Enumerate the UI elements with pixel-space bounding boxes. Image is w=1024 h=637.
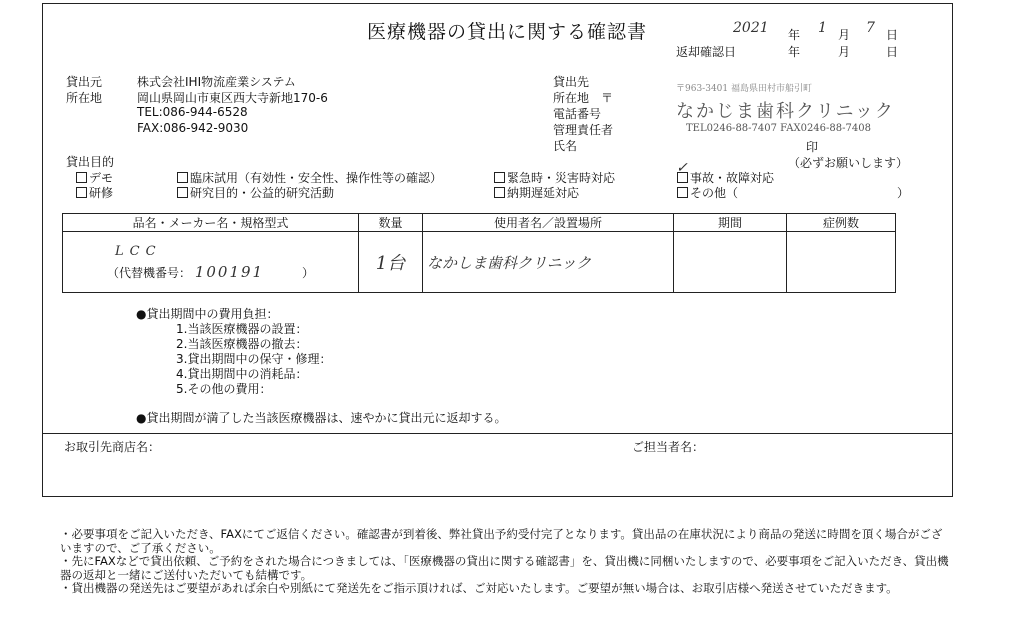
purpose-label: 貸出目的 <box>66 155 115 169</box>
lender-label: 貸出元 <box>66 75 103 89</box>
return-note: ●貸出期間が満了した当該医療機器は、速やかに貸出元に返却する。 <box>136 411 507 425</box>
cost-item-1: 1.当該医療機器の設置： <box>176 322 308 336</box>
clinical-label: 臨床試用（有効性・安全性、操作性等の確認） <box>190 171 443 185</box>
cost-heading: ●貸出期間中の費用負担： <box>136 307 279 321</box>
header-qty: 数量 <box>359 214 423 232</box>
return-month-label: 月 <box>838 45 851 59</box>
period-cell[interactable] <box>674 232 787 293</box>
note-3: ・貸出機器の発送先はご要望があれば余白や別紙にて発送先をご指示頂ければ、ご対応いたします。ご要望が無い場合は、お取引店様へ発送させていただきます。 <box>60 581 898 595</box>
delay-label: 納期遅延対応 <box>507 186 580 200</box>
purpose-delay[interactable] <box>494 184 579 201</box>
cases-cell[interactable] <box>787 232 896 293</box>
alt-number-line <box>67 263 354 281</box>
other-checkbox[interactable] <box>677 187 688 198</box>
borrower-manager-label: 管理責任者 <box>553 123 614 137</box>
return-date-label: 返却確認日 <box>676 45 737 59</box>
cost-item-2: 2.当該医療機器の撤去： <box>176 337 308 351</box>
day-label: 日 <box>886 28 899 42</box>
footer-divider <box>42 433 953 434</box>
header-cases: 症例数 <box>787 214 896 232</box>
item-handwritten: LCC <box>115 243 162 259</box>
lender-tel: TEL:086-944-6528 <box>137 105 248 119</box>
handwritten-day: 7 <box>866 20 875 36</box>
borrower-address-label: 所在地 〒 <box>553 91 614 105</box>
handwritten-month: 1 <box>818 20 827 36</box>
borrower-phone-label: 電話番号 <box>553 107 602 121</box>
notes-section <box>60 528 950 596</box>
demo-label: デモ <box>89 171 114 185</box>
training-label: 研修 <box>89 186 114 200</box>
borrower-label: 貸出先 <box>553 75 590 89</box>
cost-item-5: 5.その他の費用： <box>176 382 272 396</box>
year-label: 年 <box>788 28 801 42</box>
purpose-research[interactable] <box>177 184 334 201</box>
header-item: 品名・メーカー名・規格型式 <box>63 214 359 232</box>
cost-item-4: 4.貸出期間中の消耗品： <box>176 367 308 381</box>
handwritten-year: 2021 <box>733 20 769 36</box>
qty-cell[interactable]: 1台 <box>359 232 423 293</box>
other-close-paren: ） <box>897 186 910 200</box>
delay-checkbox[interactable] <box>494 187 505 198</box>
table-row <box>63 232 896 293</box>
clinical-checkbox[interactable] <box>177 172 188 183</box>
emergency-label: 緊急時・災害時対応 <box>507 171 616 185</box>
seal-label: 印 <box>806 140 819 154</box>
item-cell[interactable] <box>63 232 359 293</box>
dealer-label[interactable]: お取引先商店名： <box>64 440 161 454</box>
user-cell[interactable]: なかしま歯科クリニック <box>423 232 674 293</box>
lender-address-label: 所在地 <box>66 91 103 105</box>
note-2: ・先にFAXなどで貸出依頼、ご予約をされた場合につきましては、「医療機器の貸出に関する確認書」を、貸出機に同梱いたしますので、必要事項をご記入いただき、貸出機器の返却と一緒にご送付いただいても結構です。 <box>60 554 949 582</box>
note-1: ・必要事項をご記入いただき、FAXにてご返信ください。確認書が到着後、弊社貸出予約受付完了となります。貸出品の在庫状況により商品の発送に時間を頂く場合がございますので、ご了承ください。 <box>60 527 943 555</box>
purpose-other[interactable] <box>677 184 738 201</box>
emergency-checkbox[interactable] <box>494 172 505 183</box>
return-year-label: 年 <box>788 45 801 59</box>
research-label: 研究目的・公益的研究活動 <box>190 186 335 200</box>
form-title: 医療機器の貸出に関する確認書 <box>367 21 648 43</box>
training-checkbox[interactable] <box>76 187 87 198</box>
alt-number-value: 100191 <box>194 262 265 281</box>
header-period: 期間 <box>674 214 787 232</box>
stamp-clinic-name: なかじま歯科クリニック <box>676 101 895 122</box>
other-label: その他（ <box>690 186 739 200</box>
borrower-name-label: 氏名 <box>553 139 578 153</box>
stamp-address: 〒963-3401 福島県田村市船引町 <box>676 84 812 94</box>
table-header-row <box>63 214 896 232</box>
cost-item-3: 3.貸出期間中の保守・修理： <box>176 352 332 366</box>
demo-checkbox[interactable] <box>76 172 87 183</box>
accident-label: 事故・故障対応 <box>690 171 775 185</box>
lender-fax: FAX:086-942-9030 <box>137 121 249 135</box>
month-label: 月 <box>838 28 851 42</box>
lender-company: 株式会社IHI物流産業システム <box>137 75 296 89</box>
research-checkbox[interactable] <box>177 187 188 198</box>
header-user: 使用者名／設置場所 <box>423 214 674 232</box>
items-table <box>62 213 896 293</box>
contact-label[interactable]: ご担当者名： <box>632 440 705 454</box>
return-day-label: 日 <box>886 45 899 59</box>
stamp-phone-fax: TEL0246-88-7407 FAX0246-88-7408 <box>686 123 871 134</box>
alt-number-close: ） <box>301 265 314 280</box>
seal-request-note: （必ずお願いします） <box>788 156 909 170</box>
alt-number-label: （代替機番号： <box>107 265 192 280</box>
purpose-training[interactable] <box>76 184 113 201</box>
lender-address: 岡山県岡山市東区西大寺新地170-6 <box>137 91 328 105</box>
handwritten-check-icon: ✓ <box>676 160 688 176</box>
